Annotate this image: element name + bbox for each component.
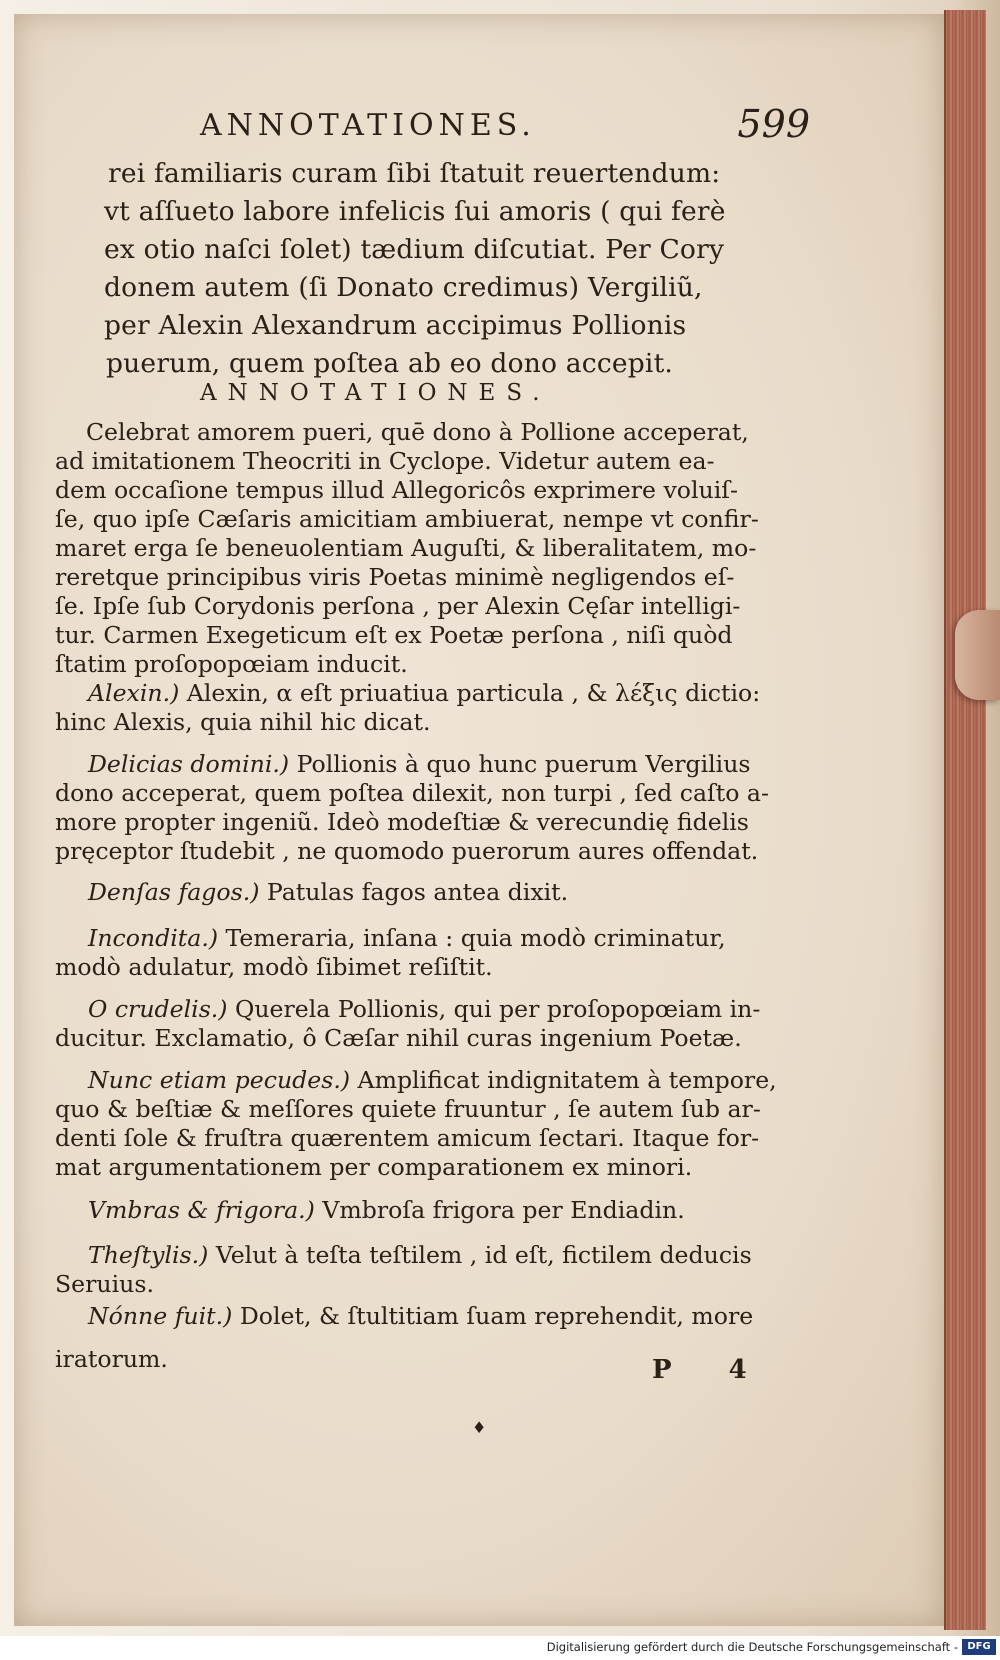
annotation-line: mat argumentationem per comparationem ex minori. xyxy=(55,1153,693,1181)
annotation-line: ſe, quo ipſe Cæſaris amicitiam ambiuerat, nempe vt confir- xyxy=(55,505,759,533)
annotation-line: Theſtylis.) Velut à teſta teſtilem , id eſt, fictilem deducis xyxy=(88,1241,752,1269)
annotation-line: Incondita.) Temeraria, inſana : quia modò criminatur, xyxy=(88,924,726,952)
annotation-line: quo & beſtiæ & meſſores quiete fruuntur , ſe autem ſub ar- xyxy=(55,1095,761,1123)
annotation-line: Vmbras & frigora.) Vmbroſa frigora per Endiadin. xyxy=(88,1196,685,1224)
page-number: 599 xyxy=(737,102,810,146)
annotation-line: ducitur. Exclamatio, ô Cæſar nihil curas ingenium Poetæ. xyxy=(55,1024,742,1052)
footer-credit: Digitalisierung gefördert durch die Deutsche Forschungsgemeinschaft - xyxy=(546,1640,958,1654)
annotation-line: maret erga ſe beneuolentiam Auguſti, & liberalitatem, mo- xyxy=(55,534,757,562)
annotation-line: ſtatim proſopopœiam inducit. xyxy=(55,650,408,678)
annotation-line: Nunc etiam pecudes.) Amplificat indignitatem à tempore, xyxy=(88,1066,777,1094)
annotation-line: ſe. Ipſe ſub Corydonis perſona , per Alexin Cęſar intelligi- xyxy=(55,592,741,620)
argument-line: per Alexin Alexandrum accipimus Pollionis xyxy=(104,310,687,341)
argument-line: ex otio naſci ſolet) tædium diſcutiat. Per Cory xyxy=(104,234,725,265)
annotation-line: ad imitationem Theocriti in Cyclope. Videtur autem ea- xyxy=(55,447,715,475)
running-head: ANNOTATIONES. xyxy=(200,108,536,143)
annotation-line: O crudelis.) Querela Pollionis, qui per proſopopœiam in- xyxy=(88,995,761,1023)
annotation-line: hinc Alexis, quia nihil hic dicat. xyxy=(55,708,431,736)
annotation-line: Seruius. xyxy=(55,1270,154,1298)
annotation-line: reretque principibus viris Poetas minimè negligendos eſ- xyxy=(55,563,735,591)
argument-line: donem autem (ſi Donato credimus) Vergiliũ, xyxy=(104,272,703,303)
annotation-line: pręceptor ſtudebit , ne quomodo puerorum aures offendat. xyxy=(55,837,759,865)
annotation-line: Celebrat amorem pueri, quē dono à Pollione acceperat, xyxy=(86,418,749,446)
page-header xyxy=(200,102,810,152)
argument-line: puerum, quem poſtea ab eo dono accepit. xyxy=(106,348,674,379)
annotation-line: Nónne fuit.) Dolet, & ſtultitiam ſuam reprehendit, more xyxy=(88,1302,754,1330)
dfg-logo-icon: DFG xyxy=(962,1639,996,1655)
annotation-line: more propter ingeniũ. Ideò modeſtiæ & verecundię fidelis xyxy=(55,808,749,836)
annotation-line: iratorum. xyxy=(55,1345,168,1373)
annotation-line: dem occaſione tempus illud Allegoricôs exprimere voluiſ- xyxy=(55,476,738,504)
annotation-line: dono acceperat, quem poſtea dilexit, non turpi , ſed caſto a- xyxy=(55,779,769,807)
annotation-line: Delicias domini.) Pollionis à quo hunc puerum Vergilius xyxy=(88,750,751,778)
argument-line: rei familiaris curam ſibi ſtatuit reuertendum: xyxy=(108,158,721,189)
book-fore-edge xyxy=(944,10,986,1630)
annotation-line: tur. Carmen Exegeticum eſt ex Poetæ perſona , niſi quòd xyxy=(55,621,733,649)
ornament-icon: ♦ xyxy=(472,1418,487,1437)
annotation-line: Alexin.) Alexin, α eſt priuatiua particula , & λέξις dictio: xyxy=(88,679,761,707)
annotation-line: modò adulatur, modò ſibimet reſiſtit. xyxy=(55,953,493,981)
signature-mark: P 4 xyxy=(652,1355,771,1385)
annotation-line: denti ſole & fruſtra quærentem amicum ſectari. Itaque for- xyxy=(55,1124,760,1152)
argument-line: vt aſſueto labore infelicis ſui amoris ( qui ferè xyxy=(104,196,726,227)
page-tab-marker xyxy=(955,610,1000,700)
annotation-line: Denſas fagos.) Patulas fagos antea dixit. xyxy=(88,878,569,906)
digitization-footer xyxy=(0,1636,1000,1660)
annotations-subheading: ANNOTATIONES. xyxy=(200,380,551,406)
